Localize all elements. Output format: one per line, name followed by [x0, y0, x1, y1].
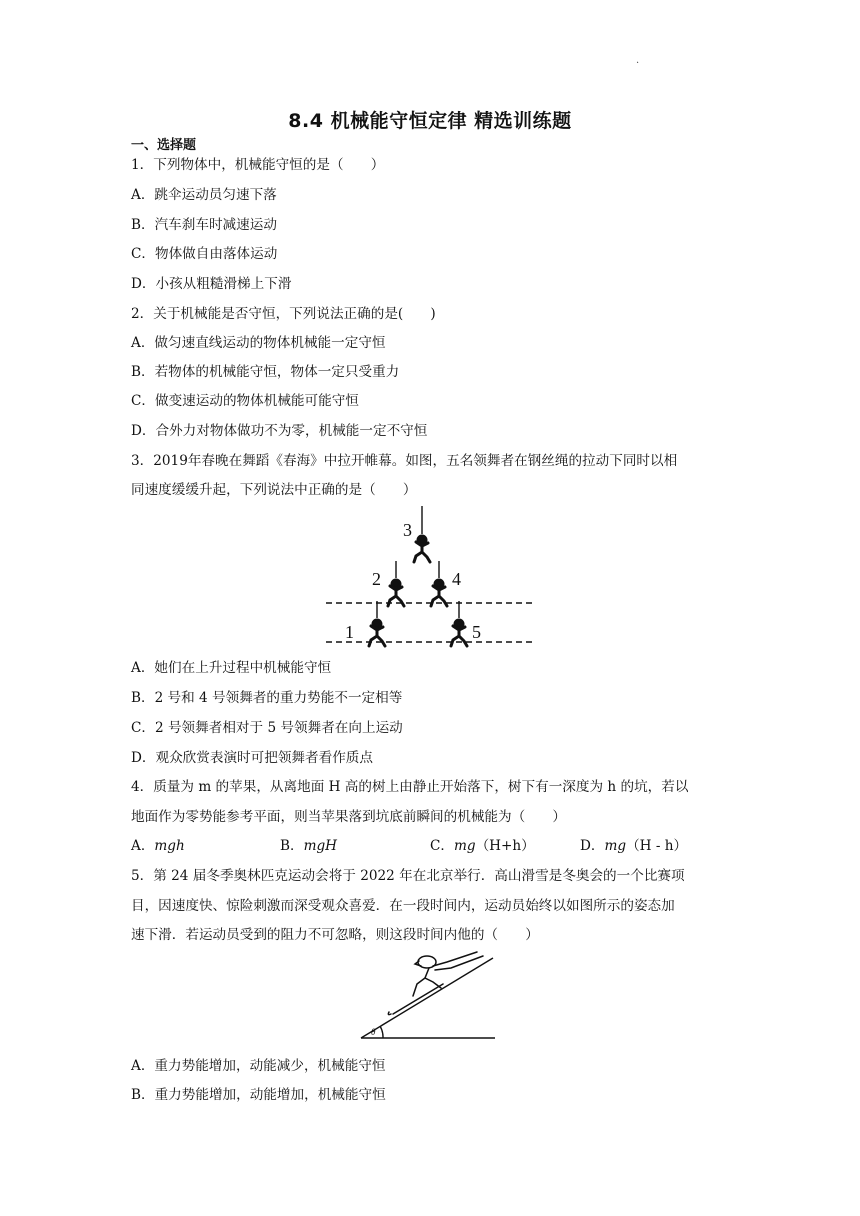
dancer-label-2: 2: [372, 569, 381, 589]
q2-option-a: A．做匀速直线运动的物体机械能一定守恒: [131, 335, 386, 351]
q4-option-d: D．mg（H - h）: [580, 838, 688, 854]
corner-mark: ·: [636, 58, 640, 69]
q3-option-b: B．2 号和 4 号领舞者的重力势能不一定相等: [131, 690, 403, 706]
dancer-label-5: 5: [472, 622, 481, 642]
q1-option-d: D．小孩从粗糙滑梯上下滑: [131, 276, 292, 292]
q1-option-a: A．跳伞运动员匀速下落: [131, 187, 277, 203]
q3-stem-line2: 同速度缓缓升起，下列说法中正确的是（ ）: [131, 482, 417, 498]
section-heading: 一、选择题: [131, 138, 197, 153]
angle-label: θ: [371, 1027, 376, 1037]
q4-stem-line2: 地面作为零势能参考平面，则当苹果落到坑底前瞬间的机械能为（ ）: [131, 809, 566, 825]
dancers-figure: [320, 504, 540, 650]
q1-option-c: C．物体做自由落体运动: [131, 246, 278, 262]
q1-stem: 1．下列物体中，机械能守恒的是（ ）: [131, 157, 385, 173]
dancer-label-1: 1: [345, 622, 354, 642]
q4-option-b: B．mgH: [280, 838, 338, 854]
dancer-2: [388, 580, 404, 606]
q4-stem-line1: 4．质量为 m 的苹果，从离地面 H 高的树上由静止开始落下，树下有一深度为 h 的坑，若以: [131, 779, 689, 795]
dancer-3: [414, 536, 430, 562]
q3-stem-line1: 3．2019年春晚在舞蹈《春海》中拉开帷幕。如图，五名领舞者在钢丝绳的拉动下同时以相: [131, 453, 678, 469]
q4-option-c: C．mg（H+h）: [430, 838, 535, 854]
q2-option-d: D．合外力对物体做功不为零，机械能一定不守恒: [131, 423, 428, 439]
q3-option-d: D．观众欣赏表演时可把领舞者看作质点: [131, 750, 373, 766]
q5-stem-line3: 速下滑．若运动员受到的阻力不可忽略，则这段时间内他的（ ）: [131, 927, 539, 943]
dancer-4: [431, 580, 447, 606]
q5-stem-line2: 目，因速度快、惊险刺激而深受观众喜爱．在一段时间内，运动员始终以如图所示的姿态加: [131, 898, 675, 914]
q2-option-c: C．做变速运动的物体机械能可能守恒: [131, 393, 359, 409]
dancer-label-4: 4: [452, 569, 461, 589]
page-title: 8.4 机械能守恒定律 精选训练题: [288, 110, 572, 132]
skier-icon: [388, 952, 483, 1015]
q5-option-a: A．重力势能增加，动能减少，机械能守恒: [131, 1058, 386, 1074]
q2-option-b: B．若物体的机械能守恒，物体一定只受重力: [131, 364, 400, 380]
angle-arc: [380, 1026, 383, 1038]
skier-figure: [355, 948, 500, 1044]
q3-option-a: A．她们在上升过程中机械能守恒: [131, 660, 332, 676]
q1-option-b: B．汽车刹车时减速运动: [131, 217, 277, 233]
q2-stem: 2．关于机械能是否守恒，下列说法正确的是( ): [131, 306, 436, 322]
q3-option-c: C．2 号领舞者相对于 5 号领舞者在向上运动: [131, 720, 403, 736]
dancer-label-3: 3: [403, 520, 412, 540]
q5-option-b: B．重力势能增加，动能增加，机械能守恒: [131, 1087, 386, 1103]
q4-option-a: A．mgh: [131, 838, 185, 854]
q5-stem-line1: 5．第 24 届冬季奥林匹克运动会将于 2022 年在北京举行．高山滑雪是冬奥会的一个比赛项: [131, 868, 685, 884]
